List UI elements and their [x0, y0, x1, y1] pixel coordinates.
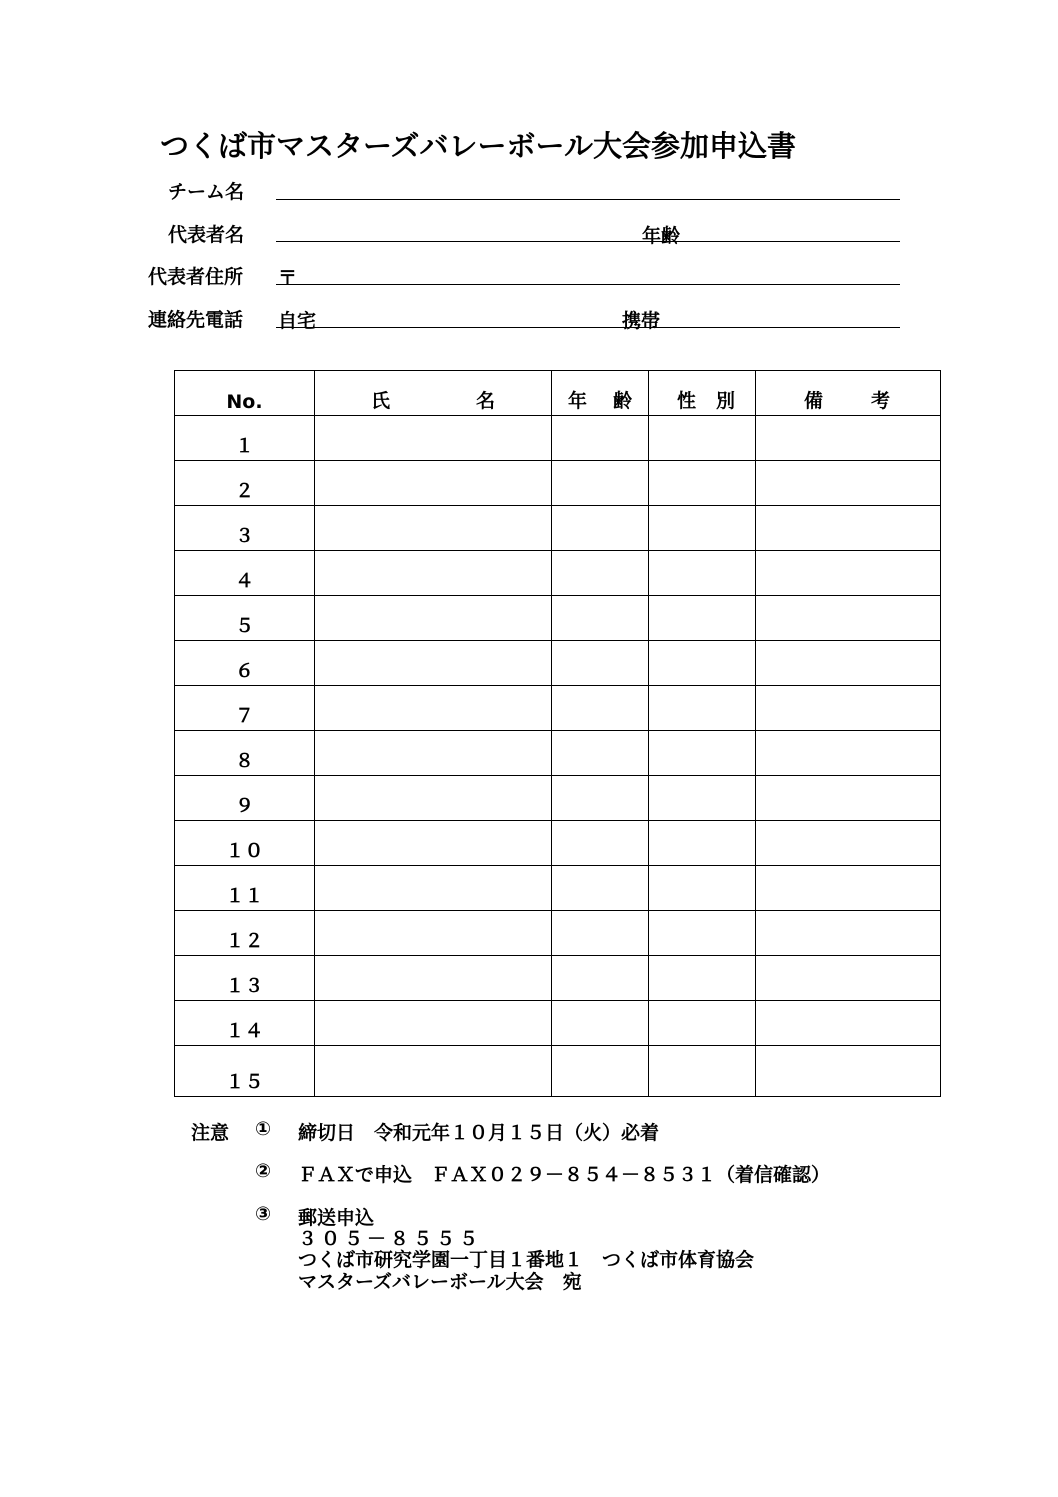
sex-cell[interactable]	[649, 731, 756, 776]
name-cell[interactable]	[315, 956, 552, 1001]
table-row	[175, 641, 941, 686]
contact-phone-line[interactable]	[276, 327, 900, 328]
name-cell[interactable]	[315, 641, 552, 686]
row-number: ４	[175, 551, 315, 596]
table-row	[175, 506, 941, 551]
note-3-postcode: ３０５－８５５５	[298, 1228, 483, 1250]
table-row	[175, 956, 941, 1001]
note-2-mark: ②	[255, 1160, 272, 1182]
home-phone-label: 自宅	[278, 310, 317, 332]
remarks-cell[interactable]	[756, 461, 941, 506]
representative-line[interactable]	[276, 241, 900, 242]
name-cell[interactable]	[315, 731, 552, 776]
header-age: 年 齢	[552, 371, 649, 416]
header-name: 氏 名	[315, 371, 552, 416]
row-number: ５	[175, 596, 315, 641]
mobile-phone-label: 携帯	[622, 310, 661, 332]
name-cell[interactable]	[315, 866, 552, 911]
sex-cell[interactable]	[649, 461, 756, 506]
table-row	[175, 776, 941, 821]
remarks-cell[interactable]	[756, 956, 941, 1001]
name-cell[interactable]	[315, 1046, 552, 1097]
note-3-mark: ③	[255, 1203, 272, 1225]
age-cell[interactable]	[552, 776, 649, 821]
contact-phone-label: 連絡先電話	[148, 309, 244, 331]
age-label: 年齢	[642, 225, 681, 247]
team-name-line[interactable]	[276, 199, 900, 200]
remarks-cell[interactable]	[756, 596, 941, 641]
remarks-cell[interactable]	[756, 686, 941, 731]
remarks-cell[interactable]	[756, 1046, 941, 1097]
note-3-title: 郵送申込	[298, 1207, 375, 1229]
sex-cell[interactable]	[649, 1001, 756, 1046]
sex-cell[interactable]	[649, 866, 756, 911]
row-number: １４	[175, 1001, 315, 1046]
note-3-recipient: マスターズバレーボール大会 宛	[298, 1271, 582, 1293]
row-number: １５	[175, 1046, 315, 1097]
sex-cell[interactable]	[649, 641, 756, 686]
table-row	[175, 416, 941, 461]
notes-label: 注意	[191, 1122, 230, 1144]
row-number: ２	[175, 461, 315, 506]
sex-cell[interactable]	[649, 686, 756, 731]
name-cell[interactable]	[315, 596, 552, 641]
remarks-cell[interactable]	[756, 1001, 941, 1046]
table-row	[175, 1046, 941, 1097]
remarks-cell[interactable]	[756, 911, 941, 956]
table-row	[175, 461, 941, 506]
age-cell[interactable]	[552, 461, 649, 506]
age-cell[interactable]	[552, 551, 649, 596]
row-number: １３	[175, 956, 315, 1001]
postal-mark: 〒	[278, 267, 298, 289]
table-row	[175, 596, 941, 641]
sex-cell[interactable]	[649, 551, 756, 596]
header-no: No.	[175, 371, 315, 416]
team-name-label: チーム名	[168, 181, 245, 203]
note-3-address: つくば市研究学園一丁目１番地１ つくば市体育協会	[298, 1249, 755, 1271]
roster-table	[174, 370, 941, 1097]
sex-cell[interactable]	[649, 956, 756, 1001]
table-header-row	[175, 371, 941, 416]
remarks-cell[interactable]	[756, 551, 941, 596]
sex-cell[interactable]	[649, 821, 756, 866]
name-cell[interactable]	[315, 416, 552, 461]
age-cell[interactable]	[552, 731, 649, 776]
address-line[interactable]	[276, 284, 900, 285]
row-number: １０	[175, 821, 315, 866]
table-row	[175, 866, 941, 911]
row-number: １１	[175, 866, 315, 911]
note-2-text: ＦＡＸで申込 ＦＡＸ０２９－８５４－８５３１（着信確認）	[298, 1164, 831, 1186]
remarks-cell[interactable]	[756, 776, 941, 821]
name-cell[interactable]	[315, 821, 552, 866]
name-cell[interactable]	[315, 911, 552, 956]
note-1-text: 締切日 令和元年１０月１５日（火）必着	[298, 1122, 660, 1144]
name-cell[interactable]	[315, 461, 552, 506]
remarks-cell[interactable]	[756, 731, 941, 776]
table-row	[175, 821, 941, 866]
age-cell[interactable]	[552, 506, 649, 551]
remarks-cell[interactable]	[756, 506, 941, 551]
header-sex: 性 別	[649, 371, 756, 416]
remarks-cell[interactable]	[756, 641, 941, 686]
row-number: ３	[175, 506, 315, 551]
age-cell[interactable]	[552, 866, 649, 911]
table-row	[175, 1001, 941, 1046]
representative-label: 代表者名	[168, 224, 245, 246]
row-number: １	[175, 416, 315, 461]
name-cell[interactable]	[315, 506, 552, 551]
table-row	[175, 731, 941, 776]
name-cell[interactable]	[315, 1001, 552, 1046]
age-cell[interactable]	[552, 1046, 649, 1097]
remarks-cell[interactable]	[756, 866, 941, 911]
age-cell[interactable]	[552, 821, 649, 866]
table-row	[175, 551, 941, 596]
age-cell[interactable]	[552, 596, 649, 641]
sex-cell[interactable]	[649, 1046, 756, 1097]
name-cell[interactable]	[315, 686, 552, 731]
row-number: ８	[175, 731, 315, 776]
table-row	[175, 686, 941, 731]
row-number: ７	[175, 686, 315, 731]
age-cell[interactable]	[552, 1001, 649, 1046]
age-cell[interactable]	[552, 686, 649, 731]
remarks-cell[interactable]	[756, 416, 941, 461]
age-cell[interactable]	[552, 416, 649, 461]
name-cell[interactable]	[315, 551, 552, 596]
row-number: １２	[175, 911, 315, 956]
age-cell[interactable]	[552, 956, 649, 1001]
table-row	[175, 911, 941, 956]
remarks-cell[interactable]	[756, 821, 941, 866]
sex-cell[interactable]	[649, 506, 756, 551]
age-cell[interactable]	[552, 641, 649, 686]
name-cell[interactable]	[315, 776, 552, 821]
row-number: ９	[175, 776, 315, 821]
sex-cell[interactable]	[649, 596, 756, 641]
sex-cell[interactable]	[649, 416, 756, 461]
sex-cell[interactable]	[649, 776, 756, 821]
page-title: つくば市マスターズバレーボール大会参加申込書	[160, 129, 796, 163]
row-number: ６	[175, 641, 315, 686]
sex-cell[interactable]	[649, 911, 756, 956]
address-label: 代表者住所	[148, 266, 244, 288]
age-cell[interactable]	[552, 911, 649, 956]
note-1-mark: ①	[255, 1118, 272, 1140]
header-remarks: 備 考	[756, 371, 941, 416]
